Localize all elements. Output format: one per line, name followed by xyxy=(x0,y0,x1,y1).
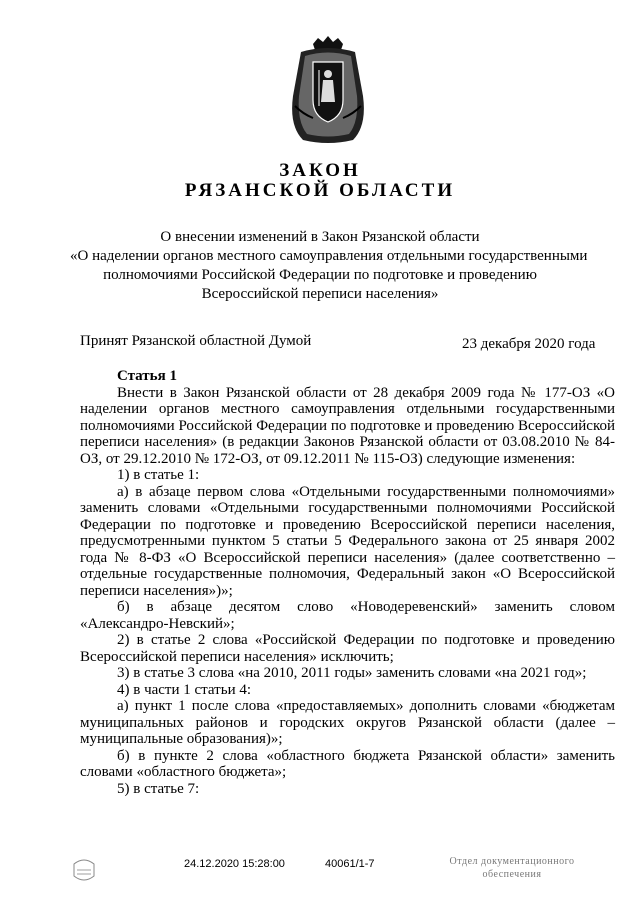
adoption-body: Принят Рязанской областной Думой xyxy=(80,333,312,349)
footer-timestamp: 24.12.2020 15:28:00 xyxy=(184,858,285,870)
subtitle-line: полномочиями Российской Федерации по подготовке и проведению xyxy=(103,267,537,283)
coat-of-arms-icon xyxy=(283,36,373,146)
article-paragraph: 3) в статье 3 слова «на 2010, 2011 годы» заменить словами «на 2021 год»; xyxy=(117,665,587,681)
article-paragraph: Внести в Закон Рязанской области от 28 декабря 2009 года № 177-ОЗ «О наделении органов местного самоуправления отдельными государственными полномочиями Российской Федерации по подготовке и проведению Всероссийской переписи населения» (в редакции Законов Рязанской области от 03.08.2010 № 84-ОЗ, от 29.12.2010 № 172-ОЗ, от 09.12.2011 № 115-ОЗ) следующие изменения: xyxy=(80,384,615,467)
article-paragraph: 4) в части 1 статьи 4: xyxy=(117,681,252,698)
department-line: Отдел документационного xyxy=(449,856,575,867)
article-paragraph: а) в абзаце первом слова «Отдельными государственными полномочиями» заменить словами «Отдельными государственными полномочиями Российской Федерации по подготовке и проведению Всероссийской переписи населения, предусмотренными пунктом 5 статьи 5 Федерального закона от 25 января 2002 года № 8-ФЗ «О Всероссийской переписи населения» (далее соответственно – отдельные государственные полномочия, Федеральный закон «О Всероссийской переписи населения»)»; xyxy=(80,483,615,599)
article-paragraph: б) в абзаце десятом слово «Новодеревенский» заменить словом «Александро-Невский»; xyxy=(80,599,615,632)
footer-doc-code: 40061/1-7 xyxy=(325,858,375,870)
adoption-date: 23 декабря 2020 года xyxy=(462,336,596,352)
article-paragraph: б) в пункте 2 слова «областного бюджета Рязанской области» заменить словами «областного бюджета»; xyxy=(80,747,615,780)
article-paragraph: 2) в статье 2 слова «Российской Федерации по подготовке и проведению Всероссийской переписи населения» исключить; xyxy=(80,632,615,665)
law-title: ЗАКОН xyxy=(279,160,361,181)
article-paragraph: 5) в статье 7: xyxy=(117,780,200,797)
law-region: РЯЗАНСКОЙ ОБЛАСТИ xyxy=(184,180,456,201)
subtitle-line: Всероссийской переписи населения» xyxy=(201,286,439,302)
department-line: обеспечения xyxy=(482,869,542,880)
subtitle-line: «О наделении органов местного самоуправления отдельными государственными xyxy=(70,248,588,264)
article-paragraph: а) пункт 1 после слова «предоставляемых» дополнить словами «бюджетам муниципальных районов и городских округов Рязанской области (далее – муниципальные образования)»; xyxy=(80,698,615,747)
footer-department xyxy=(432,855,592,881)
law-subtitle xyxy=(70,228,588,304)
article-heading: Статья 1 xyxy=(117,368,177,384)
subtitle-line: О внесении изменений в Закон Рязанской области xyxy=(160,229,480,245)
article-body xyxy=(80,368,615,797)
registration-stamp-icon xyxy=(70,856,98,886)
article-paragraph: 1) в статье 1: xyxy=(117,467,200,483)
